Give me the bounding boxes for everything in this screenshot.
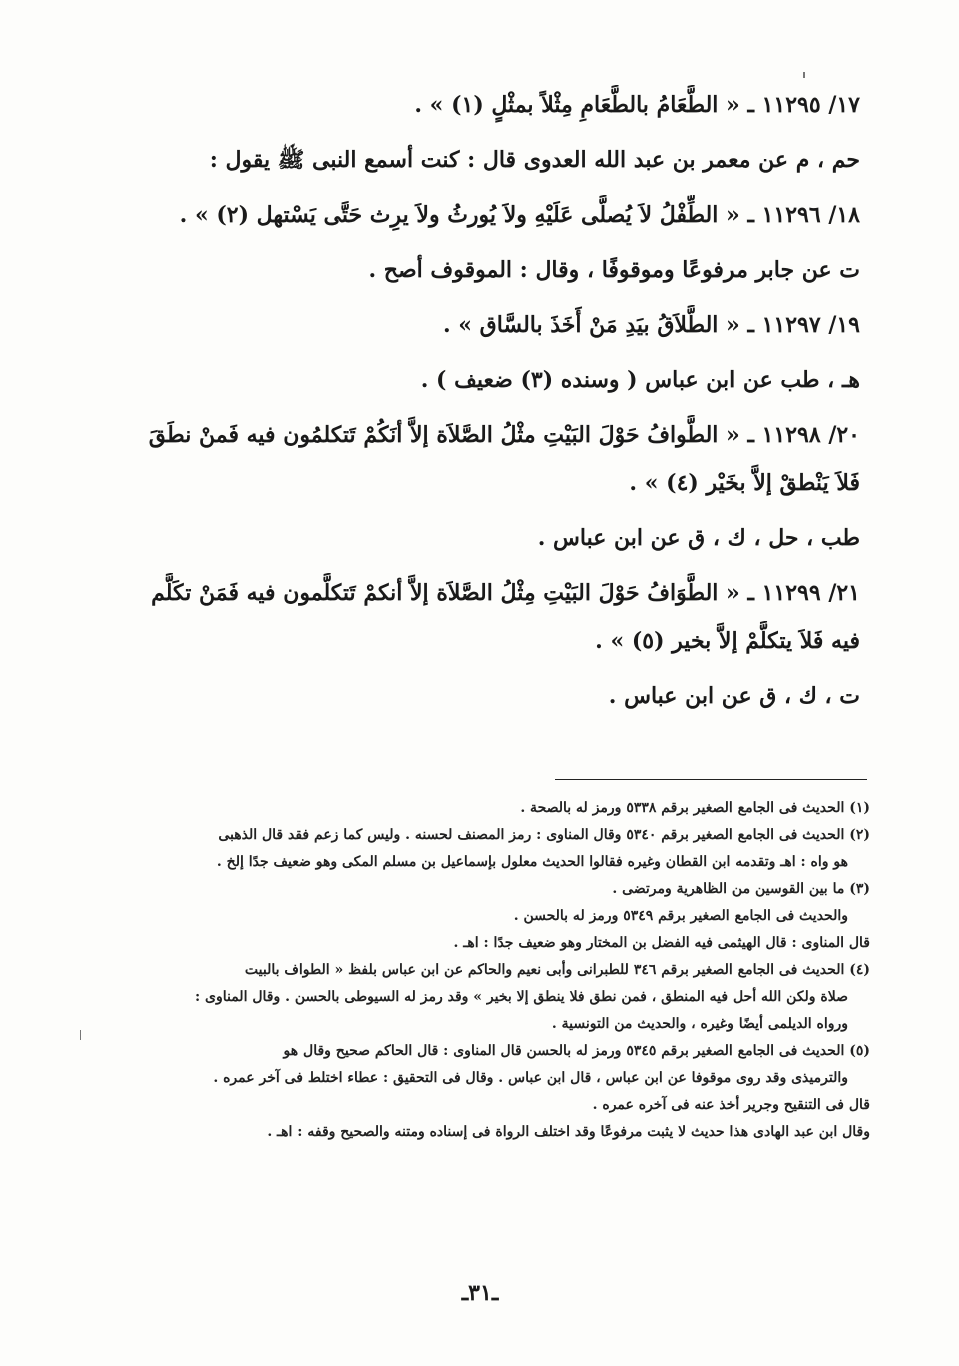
source-line-1298: طب ، حل ، ك ، ق عن ابن عباس . [537,525,860,551]
footnote-2: (٢) الحديث فى الجامع الصغير برقم ٥٣٤٠ وقال المناوى : رمز المصنف لحسنه . وليس كما زعم فقد قال الذهبى [218,827,870,843]
hadith-1296: ١٨/ ١١٢٩٦ ـ « الطِّفْلُ لاَ يُصلَّى عَلَيْهِ ولاَ يُورثُ ولاَ يرِث حَتَّى يَسْتهل (٢) » . [179,202,860,228]
footnote-separator [555,779,867,780]
hadith-1295: ١٧/ ١١٢٩٥ ـ « الطَّعَامُ بالطَّعَامِ مِثْلاً بمثْلٍ (١) » . [414,92,860,118]
scan-speck [803,72,805,78]
source-line-1295: حم ، م عن معمر بن عبد الله العدوى قال : كنت أسمع النبى ﷺ يقول : [209,147,860,173]
hadith-1298-line-1: ٢٠/ ١١٢٩٨ ـ « الطَّوافُ حَوْلَ البَيْتِ مثْلُ الصَّلاَة إلاَّ أنَكُمْ تَتكلمُون فيه فَمنْ نطَقَ [148,422,860,448]
source-line-1299: ت ، ك ، ق عن ابن عباس . [608,683,860,709]
footnote-5: (٥) الحديث فى الجامع الصغير برقم ٥٣٤٥ ورمز له بالحسن قال المناوى : قال الحاكم صحيح وقال هو [283,1043,870,1059]
footnote-2-continued: هو واه : اهـ وتقدمه ابن القطان وغيره فقالوا الحديث معلول بإسماعيل بن مسلم المكى وهو ضعيف جدًا إلخ . [216,854,848,870]
footnote-4-continued: صلاة ولكن الله أحل فيه المنطق ، فمن نطق فلا ينطق إلا بخير » وقد رمز له السيوطى بالحسن . وقال المناوى : [194,989,848,1005]
footnote-1: (١) الحديث فى الجامع الصغير برقم ٥٣٣٨ ورمز له بالصحة . [520,800,870,816]
page-number: ـ٣١ـ [461,1280,499,1306]
source-line-1296: ت عن جابر مرفوعًا وموقوفًا ، وقال : الموقوف أصح . [368,257,860,283]
hadith-1297: ١٩/ ١١٢٩٧ ـ « الطَّلاَقُ بيَدِ مَنْ أَخَذَ بالسَّاق » . [442,312,860,338]
source-line-1297: هـ ، طب عن ابن عباس ( وسنده (٣) ضعيف ) . [420,367,860,393]
footnote-5-continued: والترميذى وقد روى موقوفا عن ابن عباس ، قال ابن عباس . وقال فى التحقيق : عطاء اختلط فى آخر عمره . [213,1070,848,1086]
hadith-1299-line-1: ٢١/ ١١٢٩٩ ـ « الطَّوَافُ حَوْلَ البَيْتِ مِثْلُ الصَّلاَة إلاَّ أنكمْ تَتكلَّمون فيه فَمَنْ تكَلَّم [151,580,860,606]
main-text [100,85,860,731]
footnote-5-continued-2: قال فى التنقيح وجرير أخذ عنه فى آخره عمره . [592,1097,870,1113]
footnote-5-continued-3: وقال ابن عبد الهادى هذا حديث لا يثبت مرفوعًا وقد اختلف الرواة فى إسناده ومتنه والصحيح وقفه : اهـ . [267,1124,870,1140]
footnote-4: (٤) الحديث فى الجامع الصغير برقم ٣٤٦ للطبرانى وأبى نعيم والحاكم عن ابن عباس بلفظ « الطواف بالبيت [244,962,870,978]
footnote-4-continued-2: ورواه الديلمى أيضًا وغيره ، والحديث من التونسية . [551,1016,848,1032]
footnote-3-continued: والحديث فى الجامع الصغير برقم ٥٣٤٩ ورمز له بالحسن . [513,908,848,924]
scan-speck [80,1030,81,1040]
footnote-3: (٣) ما بين القوسين من الظاهرية ومرتضى . [612,881,870,897]
hadith-1298-line-2: فَلاَ يَنْطقْ إلاَّ بخَيْر (٤) » . [629,470,860,496]
hadith-1299-line-2: فيه فَلاَ يتكلَّمْ إلاَّ بخير (٥) » . [595,628,860,654]
footnotes [100,795,870,1146]
footnote-3-continued-2: قال المناوى : قال الهيثمى فيه الفضل بن المختار وهو ضعيف جدًا : اهـ . [453,935,870,951]
